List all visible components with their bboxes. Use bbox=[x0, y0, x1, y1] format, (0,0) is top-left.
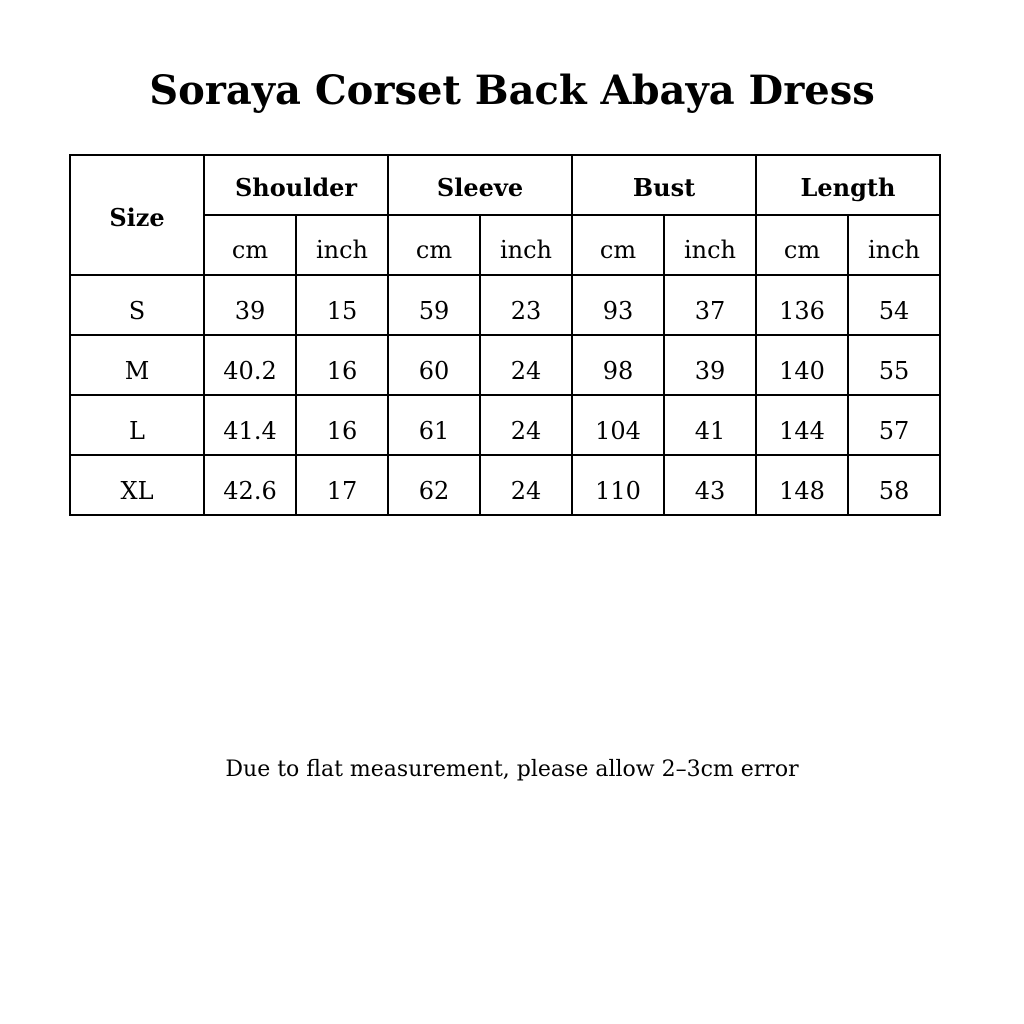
measurement-cell: 41 bbox=[664, 395, 756, 455]
measurement-cell: 17 bbox=[296, 455, 388, 515]
group-header-sleeve: Sleeve bbox=[388, 155, 572, 215]
unit-header: cm bbox=[572, 215, 664, 275]
size-cell: L bbox=[70, 395, 204, 455]
measurement-cell: 37 bbox=[664, 275, 756, 335]
group-header-shoulder: Shoulder bbox=[204, 155, 388, 215]
measurement-cell: 15 bbox=[296, 275, 388, 335]
measurement-cell: 61 bbox=[388, 395, 480, 455]
unit-header: cm bbox=[388, 215, 480, 275]
measurement-cell: 42.6 bbox=[204, 455, 296, 515]
measurement-cell: 39 bbox=[204, 275, 296, 335]
measurement-cell: 24 bbox=[480, 455, 572, 515]
measurement-cell: 136 bbox=[756, 275, 848, 335]
measurement-cell: 41.4 bbox=[204, 395, 296, 455]
measurement-cell: 40.2 bbox=[204, 335, 296, 395]
measurement-cell: 144 bbox=[756, 395, 848, 455]
table-row bbox=[70, 335, 940, 395]
measurement-cell: 24 bbox=[480, 395, 572, 455]
measurement-cell: 148 bbox=[756, 455, 848, 515]
measurement-cell: 23 bbox=[480, 275, 572, 335]
unit-header: inch bbox=[664, 215, 756, 275]
measurement-cell: 24 bbox=[480, 335, 572, 395]
unit-header: cm bbox=[204, 215, 296, 275]
measurement-cell: 62 bbox=[388, 455, 480, 515]
page-title: Soraya Corset Back Abaya Dress bbox=[149, 67, 875, 114]
measurement-cell: 55 bbox=[848, 335, 940, 395]
unit-header: inch bbox=[296, 215, 388, 275]
size-cell: M bbox=[70, 335, 204, 395]
measurement-cell: 43 bbox=[664, 455, 756, 515]
table-row bbox=[70, 395, 940, 455]
measurement-cell: 140 bbox=[756, 335, 848, 395]
measurement-cell: 16 bbox=[296, 335, 388, 395]
unit-header: inch bbox=[848, 215, 940, 275]
measurement-cell: 110 bbox=[572, 455, 664, 515]
unit-header: inch bbox=[480, 215, 572, 275]
measurement-cell: 58 bbox=[848, 455, 940, 515]
measurement-cell: 60 bbox=[388, 335, 480, 395]
group-header-row bbox=[70, 155, 940, 215]
size-cell: XL bbox=[70, 455, 204, 515]
table-row bbox=[70, 275, 940, 335]
size-cell: S bbox=[70, 275, 204, 335]
group-header-bust: Bust bbox=[572, 155, 756, 215]
measurement-cell: 39 bbox=[664, 335, 756, 395]
measurement-cell: 54 bbox=[848, 275, 940, 335]
measurement-cell: 16 bbox=[296, 395, 388, 455]
measurement-note: Due to flat measurement, please allow 2–3cm error bbox=[225, 757, 799, 782]
unit-header: cm bbox=[756, 215, 848, 275]
measurement-cell: 98 bbox=[572, 335, 664, 395]
group-header-length: Length bbox=[756, 155, 940, 215]
measurement-cell: 59 bbox=[388, 275, 480, 335]
size-chart-table bbox=[69, 154, 941, 516]
measurement-cell: 57 bbox=[848, 395, 940, 455]
table-row bbox=[70, 455, 940, 515]
measurement-cell: 93 bbox=[572, 275, 664, 335]
size-header: Size bbox=[70, 155, 204, 275]
measurement-cell: 104 bbox=[572, 395, 664, 455]
